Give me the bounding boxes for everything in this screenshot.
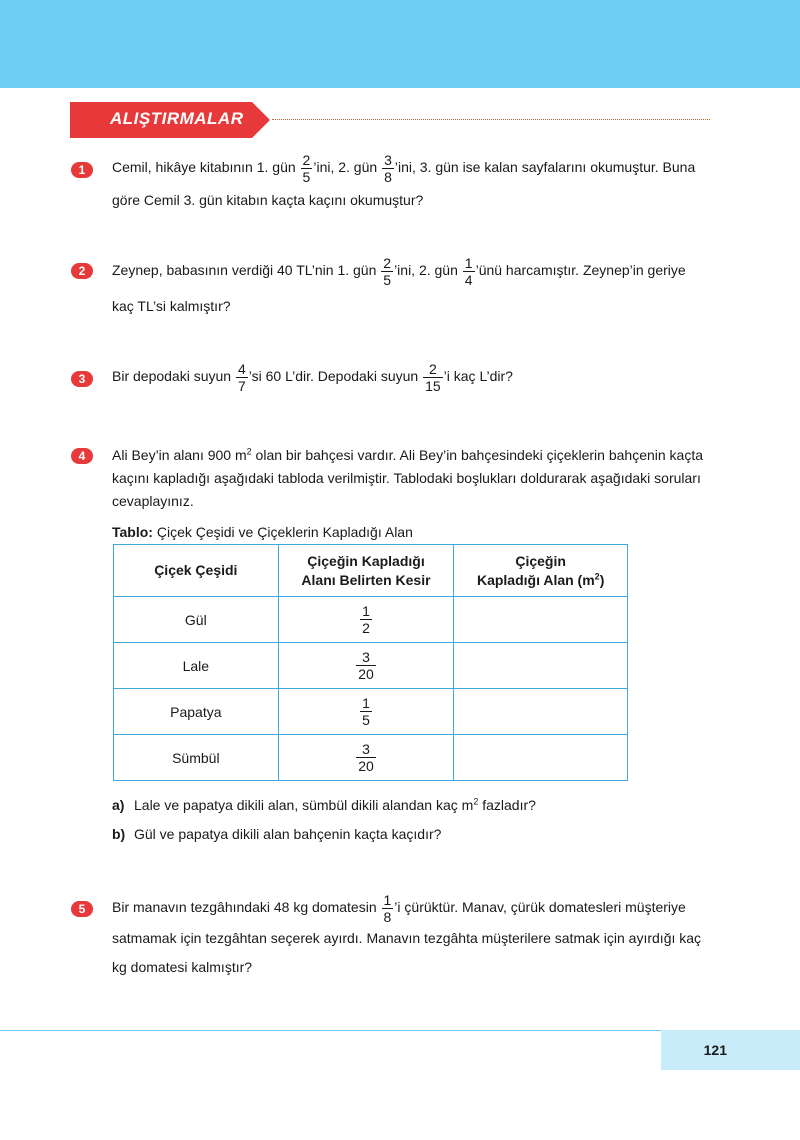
fraction-cell xyxy=(278,597,454,643)
fraction-cell xyxy=(278,689,454,735)
page-number-box xyxy=(661,1030,800,1070)
sub-question-label: b) xyxy=(112,826,126,842)
fraction-cell xyxy=(278,735,454,781)
question-1-text-b: ’ini, 2. gün xyxy=(313,159,382,176)
area-answer-cell[interactable] xyxy=(454,597,628,643)
fraction xyxy=(356,741,376,774)
fraction-numerator: 2 xyxy=(383,255,392,271)
page-number: 121 xyxy=(703,1042,727,1058)
header-text: Çiçeğin xyxy=(515,552,566,569)
table-row xyxy=(114,643,628,689)
header-band xyxy=(0,0,800,88)
question-3-text-c: ’i kaç L’dir? xyxy=(443,368,513,385)
table-caption-text: Çiçek Çeşidi ve Çiçeklerin Kapladığı Alan xyxy=(152,524,413,540)
header-text: Alanı Belirten Kesir xyxy=(301,571,431,588)
fraction-denominator: 2 xyxy=(362,620,370,636)
sub-question-b xyxy=(112,826,441,842)
fraction-denominator: 5 xyxy=(362,712,370,728)
question-2-text-c: ’ünü harcamıştır. Zeynep’in geriye xyxy=(475,262,686,279)
question-number-2: 2 xyxy=(71,263,93,279)
superscript: 2 xyxy=(594,570,600,581)
question-2-line-1 xyxy=(112,255,686,288)
sub-question-text: Lale ve papatya dikili alan, sümbül dikili alandan kaç m xyxy=(134,797,474,813)
table-caption xyxy=(112,524,413,540)
fraction xyxy=(382,152,394,185)
fraction-cell xyxy=(278,643,454,689)
dotted-divider xyxy=(272,119,710,120)
flower-name-cell: Sümbül xyxy=(114,735,279,781)
fraction xyxy=(463,255,475,288)
fraction-numerator: 1 xyxy=(464,255,473,271)
fraction-numerator: 3 xyxy=(356,649,376,666)
area-answer-cell[interactable] xyxy=(454,689,628,735)
superscript: 2 xyxy=(246,446,252,457)
table-caption-label: Tablo: xyxy=(112,524,153,540)
section-title: ALIŞTIRMALAR xyxy=(110,109,244,128)
question-3-line-1 xyxy=(112,361,513,394)
fraction xyxy=(356,649,376,682)
fraction-numerator: 2 xyxy=(423,361,443,378)
question-4-text xyxy=(112,444,712,513)
question-5-text-a: Bir manavın tezgâhındaki 48 kg domatesin xyxy=(112,899,381,916)
question-number-3: 3 xyxy=(71,371,93,387)
fraction-numerator: 1 xyxy=(362,603,370,619)
question-3-text-b: ’si 60 L’dir. Depodaki suyun xyxy=(248,368,423,385)
question-4-text-a: Ali Bey’in alanı 900 m xyxy=(112,447,247,463)
fraction-denominator: 5 xyxy=(383,272,392,288)
table-header-row xyxy=(114,545,628,597)
area-answer-cell[interactable] xyxy=(454,643,628,689)
fraction-denominator: 7 xyxy=(237,378,246,394)
question-number-5: 5 xyxy=(71,901,93,917)
question-2-text-a: Zeynep, babasının verdiği 40 TL’nin 1. gün xyxy=(112,262,381,279)
header-cell xyxy=(278,545,454,597)
question-1-line-1 xyxy=(112,152,695,185)
flower-name-cell: Papatya xyxy=(114,689,279,735)
question-number-4: 4 xyxy=(71,448,93,464)
fraction-numerator: 3 xyxy=(356,741,376,758)
fraction-denominator: 20 xyxy=(358,666,374,682)
fraction-numerator: 1 xyxy=(362,695,370,711)
header-text: Kapladığı Alan (m xyxy=(476,571,595,588)
table-row xyxy=(114,735,628,781)
question-5-line-1 xyxy=(112,892,686,925)
fraction-denominator: 5 xyxy=(302,169,311,185)
question-2-text-b: ’ini, 2. gün xyxy=(394,262,462,279)
fraction xyxy=(236,361,248,394)
fraction-denominator: 8 xyxy=(384,169,392,185)
question-5-line-2: satmamak için tezgâhtan seçerek ayırdı. Manavın tezgâhta müşterilere satmak için ayırdığı kaç xyxy=(112,930,702,946)
fraction-denominator: 4 xyxy=(464,272,473,288)
header-cell xyxy=(454,545,628,597)
header-cell xyxy=(114,545,279,597)
question-1-text-c: ’ini, 3. gün ise kalan sayfalarını okumuştur. Buna xyxy=(394,159,696,176)
header-text: Çiçek Çeşidi xyxy=(154,562,238,578)
question-1-line-2: göre Cemil 3. gün kitabın kaçta kaçını okumuştur? xyxy=(112,192,424,208)
fraction-numerator: 3 xyxy=(384,152,392,168)
fraction-numerator: 2 xyxy=(302,152,311,168)
sub-question-a xyxy=(112,797,536,813)
area-answer-cell[interactable] xyxy=(454,735,628,781)
flower-table xyxy=(113,544,628,781)
question-5-line-3: kg domatesi kalmıştır? xyxy=(112,959,253,975)
fraction-denominator: 20 xyxy=(358,758,374,774)
sub-question-text: Gül ve papatya dikili alan bahçenin kaçta kaçıdır? xyxy=(134,826,442,842)
question-5-text-b: ’i çürüktür. Manav, çürük domatesleri müşteriye xyxy=(394,899,686,916)
question-number-1: 1 xyxy=(71,162,93,178)
question-1-text-a: Cemil, hikâye kitabının 1. gün xyxy=(112,159,300,176)
fraction-denominator: 15 xyxy=(425,378,441,394)
flower-name-cell: Lale xyxy=(114,643,279,689)
header-text: Çiçeğin Kapladığı xyxy=(307,552,425,569)
fraction xyxy=(360,695,372,728)
fraction xyxy=(360,603,372,636)
section-banner xyxy=(70,102,270,138)
fraction xyxy=(423,361,443,394)
fraction xyxy=(382,892,394,925)
sub-question-label: a) xyxy=(112,797,125,813)
fraction-denominator: 8 xyxy=(383,909,392,925)
question-4-text-b: olan bir bahçesi vardır. Ali Bey’in bahçesindeki çiçeklerin bahçenin kaçta kaçını kapladığı aşağıdaki tabloda verilmiştir. Tablodaki boşlukları doldurarak aşağıdaki soruları cevaplayınız. xyxy=(112,447,704,509)
table-row xyxy=(114,597,628,643)
table-row xyxy=(114,689,628,735)
header-text: ) xyxy=(599,571,605,588)
question-2-line-2: kaç TL’si kalmıştır? xyxy=(112,298,231,314)
flower-name-cell: Gül xyxy=(114,597,279,643)
superscript: 2 xyxy=(473,796,479,807)
sub-question-text: fazladır? xyxy=(478,797,536,813)
question-3-text-a: Bir depodaki suyun xyxy=(112,368,235,385)
fraction xyxy=(301,152,313,185)
fraction-numerator: 1 xyxy=(383,892,392,908)
fraction xyxy=(381,255,393,288)
fraction-numerator: 4 xyxy=(237,361,246,377)
